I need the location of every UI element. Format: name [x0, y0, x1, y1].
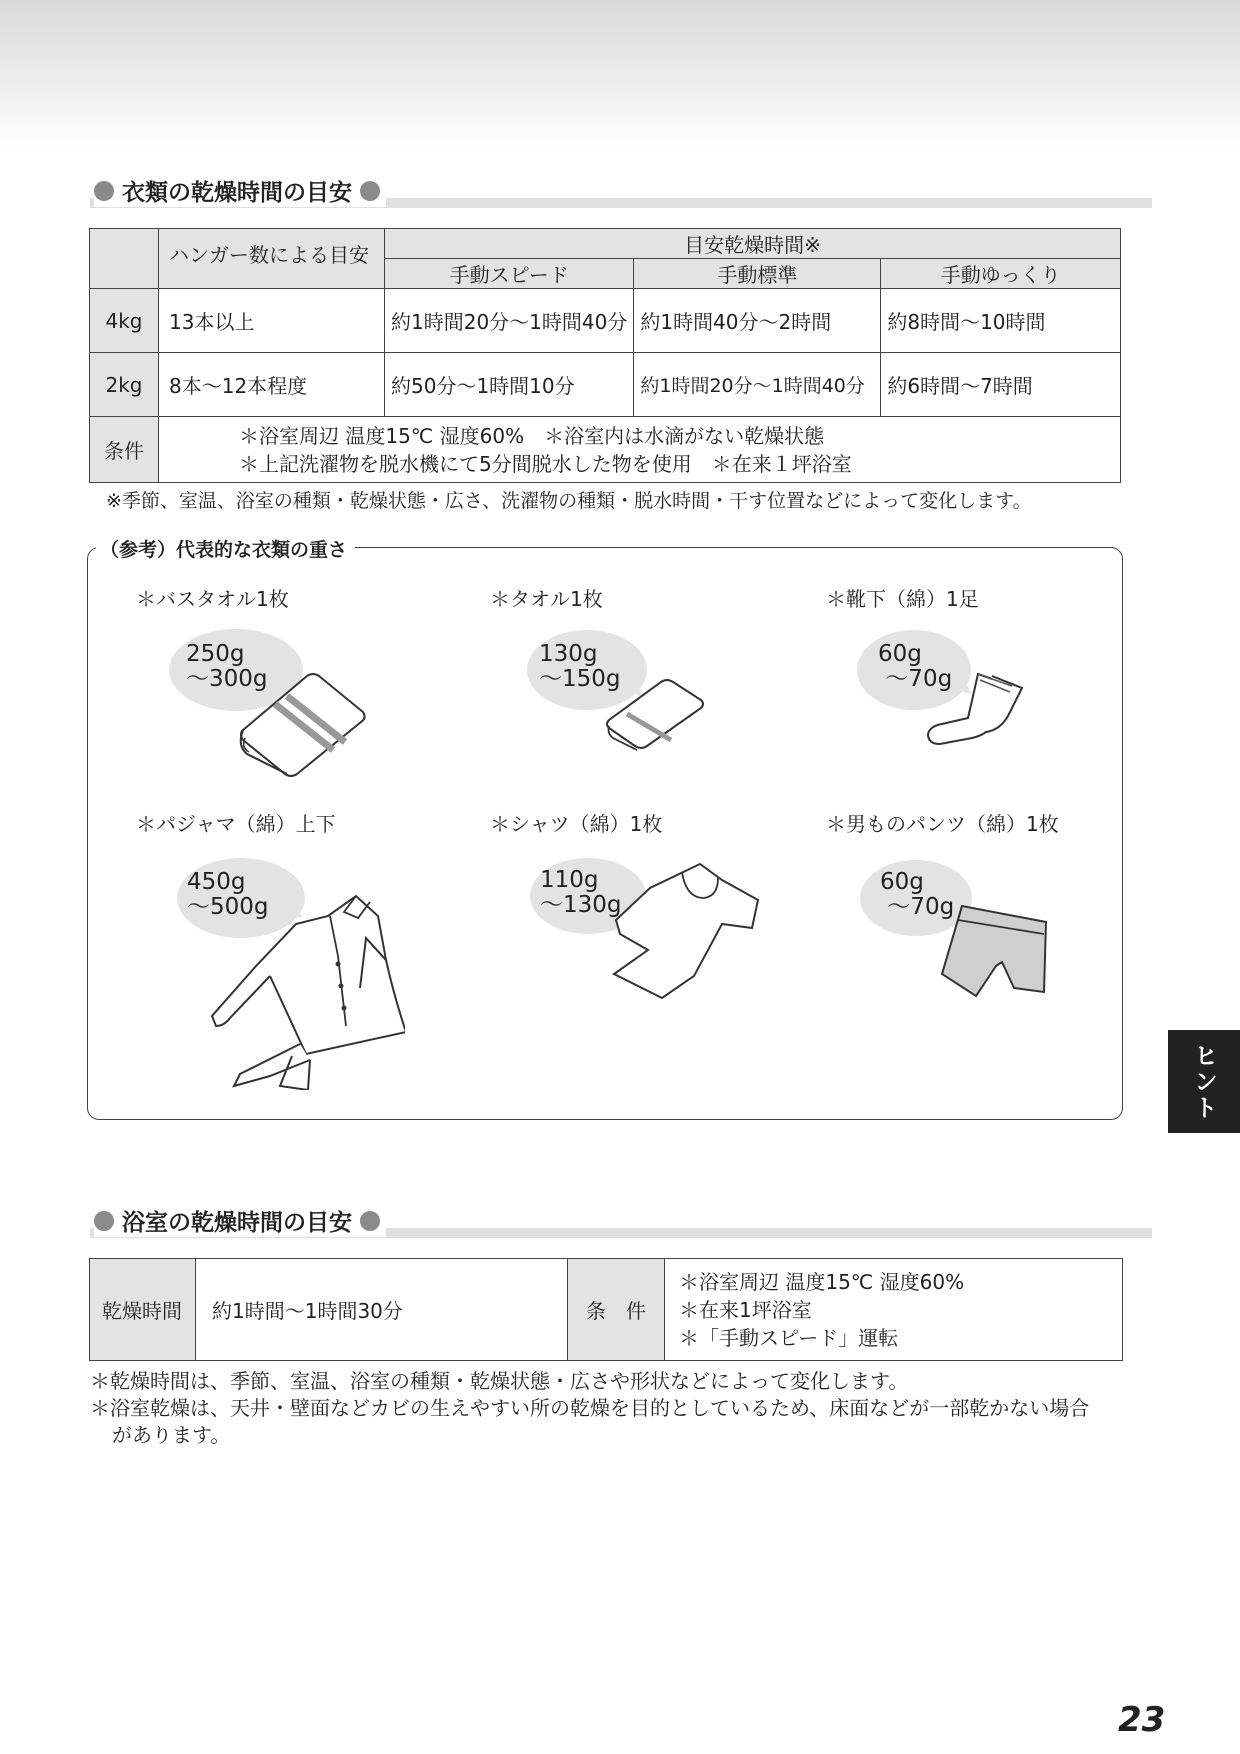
- bullet-dot-icon: [94, 1211, 114, 1231]
- bath-condition-cell: [665, 1259, 1123, 1361]
- table-footnote: ※季節、室温、浴室の種類・乾燥状態・広さ、洗濯物の種類・脱水時間・干す位置などによって変化します。: [106, 490, 1032, 512]
- weight-text: 130g ～150g: [539, 641, 621, 692]
- weight-text: 60g ～70g: [878, 641, 953, 692]
- bathroom-drying-table: [89, 1258, 1123, 1361]
- section-heading-clothes-drying: [90, 172, 1152, 212]
- hint-side-tab[interactable]: [1168, 1030, 1240, 1133]
- standard-cell: 約1時間40分～2時間: [634, 289, 881, 353]
- speed-cell: 約1時間20分～1時間40分: [385, 289, 634, 353]
- speed-cell: 約50分～1時間10分: [385, 353, 634, 417]
- note-line: があります。: [112, 1423, 231, 1447]
- item-label-pajamas: ＊パジャマ（綿）上下: [136, 812, 336, 836]
- weight-cell: 4kg: [90, 289, 159, 353]
- bullet-dot-icon: [360, 181, 380, 201]
- slow-cell: 約8時間～10時間: [881, 289, 1121, 353]
- weight-text: 110g ～130g: [540, 867, 622, 918]
- slow-cell: 約6時間～7時間: [881, 353, 1121, 417]
- mode-speed-header: 手動スピード: [385, 259, 634, 289]
- towel-illustration: [605, 676, 705, 751]
- reference-title: （参考）代表的な衣類の重さ: [96, 535, 355, 562]
- bath-towel-illustration: [235, 668, 370, 780]
- note-line: ＊乾燥時間は、季節、室温、浴室の種類・乾燥状態・広さや形状などによって変化します。: [90, 1369, 909, 1393]
- weight-text: 450g ～500g: [187, 869, 269, 920]
- section-title: 衣類の乾燥時間の目安: [122, 180, 352, 206]
- item-label-underpants: ＊男ものパンツ（綿）1枚: [826, 812, 1059, 836]
- condition-cell: [159, 417, 1121, 483]
- heading-title-wrap: [94, 174, 386, 207]
- hangers-cell: 8本～12本程度: [159, 353, 385, 417]
- mode-standard-header: 手動標準: [634, 259, 881, 289]
- standard-cell: 約1時間20分～1時間40分: [634, 353, 881, 417]
- heading-title-wrap: [94, 1204, 386, 1237]
- weight-cell: 2kg: [90, 353, 159, 417]
- drying-time-label: 乾燥時間: [90, 1259, 196, 1361]
- socks-illustration: [920, 668, 1025, 748]
- underpants-illustration: [940, 904, 1052, 1000]
- bath-condition-line: ＊「手動スピード」運転: [679, 1325, 899, 1350]
- bath-condition-label: 条 件: [568, 1259, 665, 1361]
- section-title: 浴室の乾燥時間の目安: [122, 1210, 352, 1236]
- hanger-header: ハンガー数による目安: [159, 229, 385, 289]
- note-line: ＊浴室乾燥は、天井・壁面などカビの生えやすい所の乾燥を目的としているため、床面などが一部乾かない場合: [90, 1396, 1090, 1420]
- mode-slow-header: 手動ゆっくり: [881, 259, 1121, 289]
- bathroom-notes: [90, 1368, 1130, 1449]
- section-heading-bathroom-drying: [90, 1202, 1152, 1242]
- condition-label: 条件: [90, 417, 159, 483]
- item-label-socks: ＊靴下（綿）1足: [826, 587, 979, 611]
- hangers-cell: 13本以上: [159, 289, 385, 353]
- item-label-shirt: ＊シャツ（綿）1枚: [490, 812, 663, 836]
- page-number: 23: [1118, 1700, 1166, 1740]
- condition-line: ＊浴室周辺 温度15℃ 湿度60% ＊浴室内は水滴がない乾燥状態: [239, 423, 825, 448]
- drying-time-table: [89, 228, 1121, 483]
- weight-text: 250g ～300g: [186, 641, 268, 692]
- drying-time-value: 約1時間～1時間30分: [196, 1259, 568, 1361]
- time-header: 目安乾燥時間※: [385, 229, 1121, 259]
- bath-condition-line: ＊浴室周辺 温度15℃ 湿度60%: [679, 1269, 965, 1294]
- corner-cell: [90, 229, 159, 289]
- item-label-towel: ＊タオル1枚: [490, 587, 603, 611]
- side-tab-label: ヒント: [1189, 1042, 1218, 1121]
- pajamas-illustration: [210, 876, 405, 1090]
- weight-text: 60g ～70g: [880, 869, 955, 920]
- condition-line: ＊上記洗濯物を脱水機にて5分間脱水した物を使用 ＊在来１坪浴室: [239, 451, 852, 476]
- header-gradient-band: [0, 0, 1240, 150]
- bullet-dot-icon: [360, 1211, 380, 1231]
- bullet-dot-icon: [94, 181, 114, 201]
- item-label-bath-towel: ＊バスタオル1枚: [136, 587, 289, 611]
- shirt-illustration: [612, 858, 772, 1004]
- bath-condition-line: ＊在来1坪浴室: [679, 1297, 812, 1322]
